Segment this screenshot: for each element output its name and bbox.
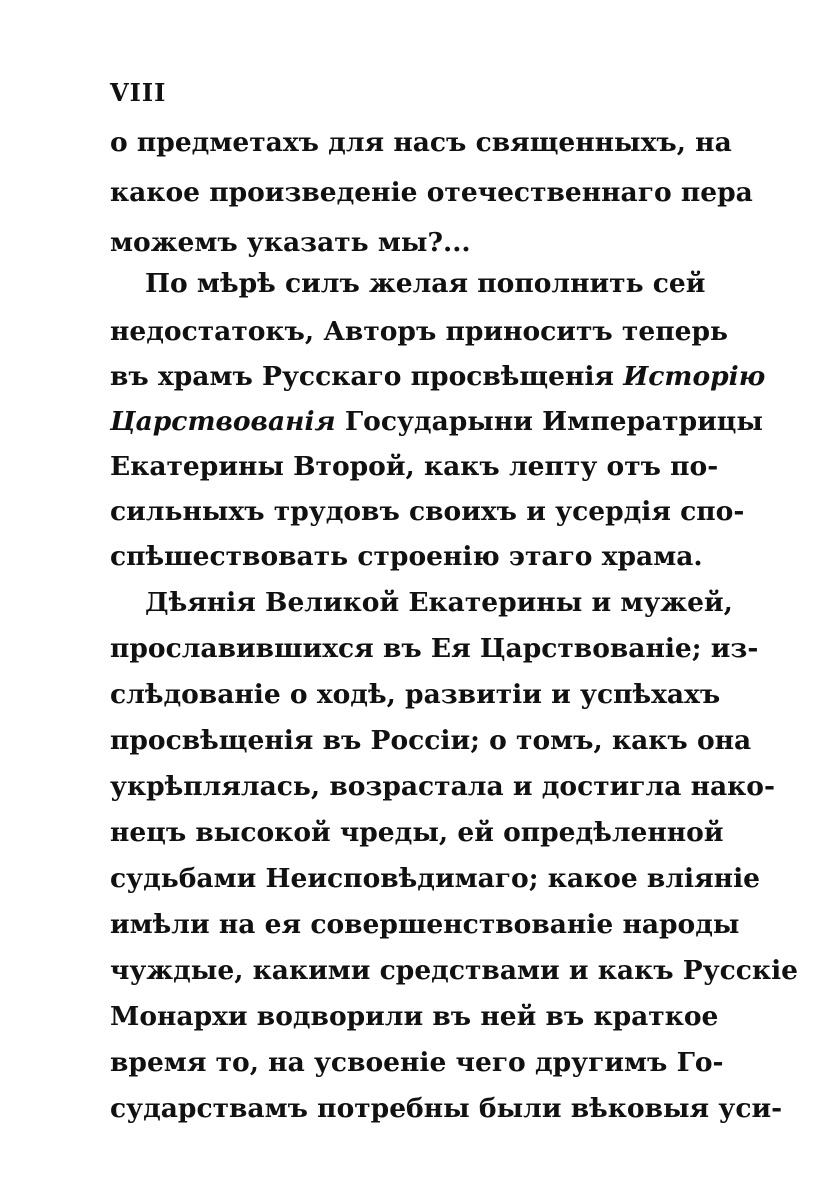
text-line: прославившихся въ Ея Царствованіе; из-	[110, 633, 759, 664]
text-line: чуждые, какими средствами и какъ Русскіе	[110, 955, 798, 986]
paragraph-start-line: По мѣрѣ силъ желая пополнить сей	[145, 268, 706, 299]
text-line: недостатокъ, Авторъ приноситъ теперь	[110, 316, 728, 347]
text-line: имѣли на ея совершенствованіе народы	[110, 909, 740, 940]
text-line: сильныхъ трудовъ своихъ и усердія спо-	[110, 496, 745, 527]
text-line: Монархи водворили въ ней въ краткое	[110, 1001, 719, 1032]
text-span: Государыни Императрицы	[344, 406, 763, 437]
text-line-with-italic-title	[110, 354, 766, 400]
text-line: о предметахъ для насъ священныхъ, на	[110, 127, 732, 158]
text-line: спѣшествовать строенію этаго храма.	[110, 541, 703, 572]
text-line: можемъ указать мы?...	[110, 227, 471, 258]
paragraph-start-line: Дѣянія Великой Екатерины и мужей,	[145, 587, 733, 618]
text-line-with-italic-title	[110, 399, 763, 445]
text-line: укрѣплялась, возрастала и достигла нако-	[110, 771, 775, 802]
text-line: Екатерины Второй, какъ лепту отъ по-	[110, 451, 719, 482]
text-line: просвѣщенія въ Россіи; о томъ, какъ она	[110, 725, 752, 756]
italic-title-span: Царствованія	[110, 406, 336, 437]
italic-title-span: Исторію	[623, 361, 766, 392]
text-line: судьбами Неисповѣдимаго; какое вліяніе	[110, 863, 761, 894]
text-span: въ храмъ Русскаго просвѣщенія	[110, 361, 615, 392]
page-number: VIII	[110, 78, 167, 107]
text-line: время то, на усвоеніе чего другимъ Го-	[110, 1047, 724, 1078]
text-line: какое произведеніе отечественнаго пера	[110, 177, 753, 208]
text-line: слѣдованіе о ходѣ, развитіи и успѣхахъ	[110, 679, 721, 710]
text-line: сударствамъ потребны были вѣковыя уси-	[110, 1093, 783, 1124]
text-line: нецъ высокой чреды, ей опредѣленной	[110, 817, 724, 848]
